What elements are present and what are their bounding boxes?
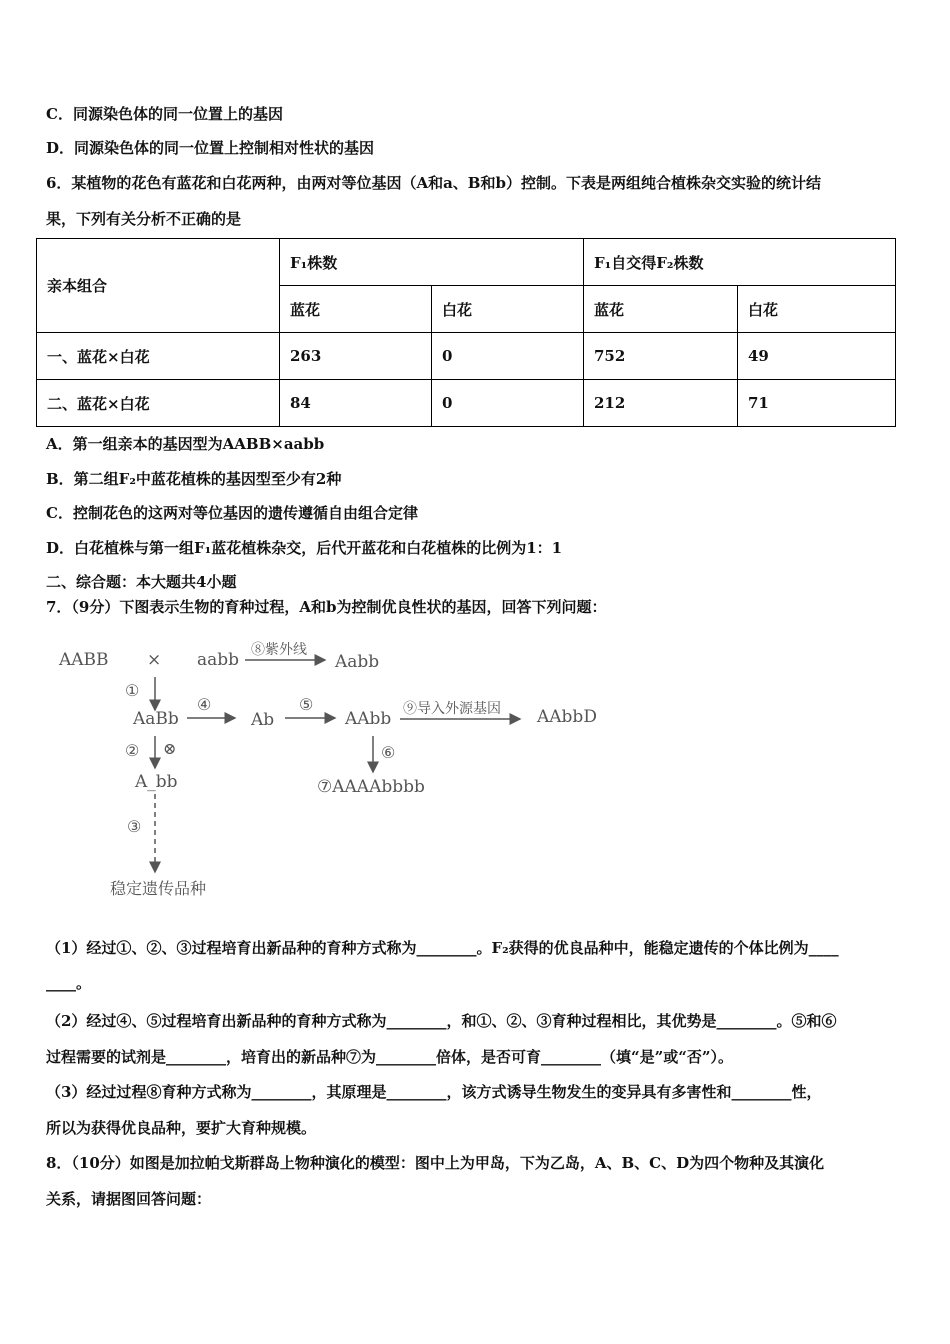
q6-option-b: B．第二组F₂中蓝花植株的基因型至少有2种 [46,470,342,488]
table-row [37,333,896,380]
step-4-label: ④ [197,695,212,714]
selfing-icon: ⊗ [163,739,177,758]
doubled-aabb: AAbb [345,709,392,729]
header-parent: 亲本组合 [37,239,280,333]
header-f2: F₁自交得F₂株数 [584,239,896,286]
parent-aabb2: aabb [197,650,240,670]
step-2-label: ② [125,741,140,760]
q6-option-d: D．白花植株与第一组F₁蓝花植株杂交，后代开蓝花和白花植株的比例为1：1 [46,539,563,557]
q5-option-d: D．同源染色体的同一位置上控制相对性状的基因 [46,139,375,157]
q7-part1-line2: ____。 [46,974,92,992]
cell-f2-white: 49 [738,333,896,380]
sub-f2-white: 白花 [738,286,896,333]
q6-option-a: A．第一组亲本的基因型为AABB×aabb [46,435,325,453]
cell-f2-blue: 212 [584,380,738,427]
breeding-diagram [55,632,655,912]
table-row [37,380,896,427]
cross-symbol: × [147,650,162,670]
q7-part3-line2: 所以为获得优良品种，要扩大育种规模。 [46,1119,317,1137]
stable-variety: 稳定遗传品种 [110,879,207,898]
f1-aabb: AaBb [133,709,179,729]
cell-f1-white: 0 [432,333,584,380]
q8-stem-line2: 关系，请据图回答问题： [46,1190,212,1208]
q6-stem-line1: 6．某植物的花色有蓝花和白花两种，由两对等位基因（A和a、B和b）控制。下表是两组纯合植株杂交实验的统计结 [46,174,821,192]
step-5-label: ⑤ [299,695,314,714]
cell-parent: 一、蓝花×白花 [37,333,280,380]
q7-part2-line1: （2）经过④、⑤过程培育出新品种的育种方式称为________，和①、②、③育种过程相比，其优势是________。⑤和⑥ [46,1012,837,1030]
sub-f1-white: 白花 [432,286,584,333]
step-8-label: ⑧紫外线 [251,642,307,658]
q7-part3-line1: （3）经过过程⑧育种方式称为________，其原理是________，该方式诱导生物发生的变异具有多害性和________性， [46,1083,822,1101]
cell-f1-white: 0 [432,380,584,427]
q5-option-c: C．同源染色体的同一位置上的基因 [46,105,283,123]
cell-f2-white: 71 [738,380,896,427]
step-6-label: ⑥ [381,743,396,762]
selected-a-bb: A_bb [135,772,178,792]
step-1-label: ① [125,681,140,700]
transgenic-aabbd: AAbbD [537,707,597,727]
sub-f2-blue: 蓝花 [584,286,738,333]
step-3-label: ③ [127,817,142,836]
mutant-aabb: Aabb [335,652,380,672]
q8-stem-line1: 8．（10分）如图是加拉帕戈斯群岛上物种演化的模型：图中上为甲岛，下为乙岛，A、B、C、D为四个物种及其演化 [46,1154,825,1172]
q7-part2-line2: 过程需要的试剂是________，培育出的新品种⑦为________倍体，是否可育________（填“是”或“否”）。 [46,1048,734,1066]
tetraploid: ⑦AAAAbbbb [317,777,425,797]
q6-stem-line2: 果，下列有关分析不正确的是 [46,210,242,228]
q7-stem: 7．（9分）下图表示生物的育种过程，A和b为控制优良性状的基因，回答下列问题： [46,598,607,616]
q6-option-c: C．控制花色的这两对等位基因的遗传遵循自由组合定律 [46,504,418,522]
header-f1: F₁株数 [280,239,584,286]
sub-f1-blue: 蓝花 [280,286,432,333]
haploid-ab: Ab [251,710,275,730]
q6-table [36,238,896,427]
cell-f2-blue: 752 [584,333,738,380]
section-heading: 二、综合题：本大题共4小题 [46,573,237,591]
step-9-label: ⑨导入外源基因 [403,701,501,717]
cell-f1-blue: 84 [280,380,432,427]
q7-part1-line1: （1）经过①、②、③过程培育出新品种的育种方式称为________。F₂获得的优良品种中，能稳定遗传的个体比例为____ [46,939,839,957]
parent-aabb: AABB [59,650,109,670]
cell-f1-blue: 263 [280,333,432,380]
cell-parent: 二、蓝花×白花 [37,380,280,427]
